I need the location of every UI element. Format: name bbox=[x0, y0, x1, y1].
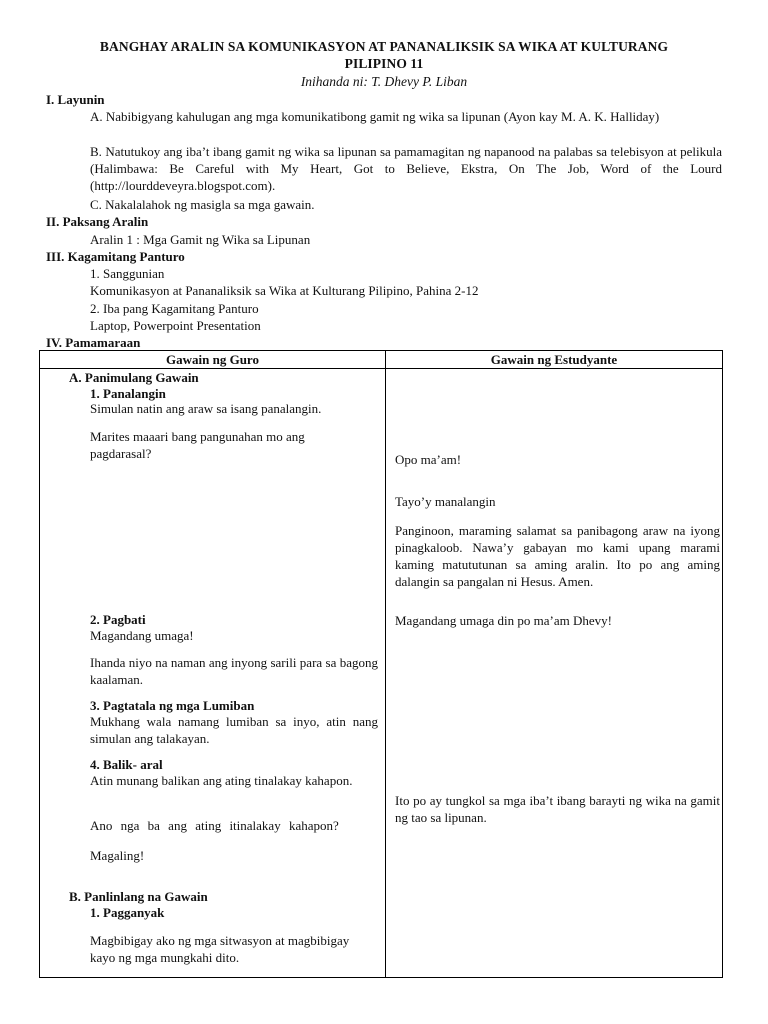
author-line: Inihanda ni: T. Dhevy P. Liban bbox=[300, 74, 468, 89]
guro-pagbati-heading: 2. Pagbati bbox=[90, 612, 146, 627]
guro-balik-aral-heading: 4. Balik- aral bbox=[90, 757, 163, 772]
guro-panalangin-text-2: Marites maaari bang pangunahan mo ang pagdarasal? bbox=[90, 429, 305, 461]
estudyante-response-4: Magandang umaga din po ma’am Dhevy! bbox=[395, 613, 612, 628]
layunin-item-b: B. Natutukoy ang iba’t ibang gamit ng wika sa lipunan sa pamamagitan ng napanood na palabas sa telebisyon at pelikula (Halimbawa: Be Careful with My Heart, Got to Believe, Ekstra, On The Job, Word of the Lourd (http://lourddeveyra.blogspot.com). bbox=[90, 144, 722, 193]
section-layunin-heading: I. Layunin bbox=[46, 92, 105, 107]
layunin-item-a: A. Nabibigyang kahulugan ang mga komunikatibong gamit ng wika sa lipunan (Ayon kay M. A. K. Halliday) bbox=[90, 109, 660, 124]
guro-pagbati-text-2: Ihanda niyo na naman ang inyong sarili para sa bagong kaalaman. bbox=[90, 655, 378, 687]
guro-pagganyak-text-1: Magbibigay ako ng mga sitwasyon at magbibigay kayo ng mga mungkahi dito. bbox=[90, 933, 350, 965]
title-line-1: BANGHAY ARALIN SA KOMUNIKASYON AT PANANALIKSIK SA WIKA AT KULTURANG bbox=[99, 39, 669, 54]
guro-cell bbox=[40, 369, 386, 978]
column-header-guro: Gawain ng Guro bbox=[40, 351, 386, 369]
document-title bbox=[40, 38, 728, 72]
guro-balik-aral-text-2: Ano nga ba ang ating itinalakay kahapon? bbox=[90, 818, 339, 833]
guro-panalangin-text-1: Simulan natin ang araw sa isang panalangin. bbox=[90, 401, 322, 416]
section-paksa-heading: II. Paksang Aralin bbox=[46, 214, 149, 229]
layunin-item-c: C. Nakalalahok ng masigla sa mga gawain. bbox=[90, 197, 315, 212]
estudyante-cell bbox=[386, 369, 723, 978]
guro-panalangin-heading: 1. Panalangin bbox=[90, 386, 166, 401]
kagamitan-item-2-detail: Laptop, Powerpoint Presentation bbox=[90, 318, 261, 333]
section-pamamaraan-heading: IV. Pamamaraan bbox=[46, 335, 141, 350]
guro-b-heading: B. Panlinlang na Gawain bbox=[69, 889, 208, 904]
kagamitan-item-2: 2. Iba pang Kagamitang Panturo bbox=[90, 301, 259, 316]
estudyante-response-3: Panginoon, maraming salamat sa panibagong araw na iyong pinagkaloob. Nawa’y gabayan mo kami upang marami kaming matututunan sa aming aralin. Ito po ang aming dalangin sa pangalan ni Hesus. Amen. bbox=[395, 523, 720, 589]
guro-balik-aral-text-3: Magaling! bbox=[90, 848, 145, 863]
title-line-2: PILIPINO 11 bbox=[344, 56, 424, 71]
table-header-row bbox=[40, 351, 723, 369]
procedure-table bbox=[39, 350, 723, 978]
guro-balik-aral-text-1: Atin munang balikan ang ating tinalakay kahapon. bbox=[90, 773, 353, 788]
section-kagamitan-heading: III. Kagamitang Panturo bbox=[46, 249, 185, 264]
estudyante-response-1: Opo ma’am! bbox=[395, 452, 462, 467]
guro-lumiban-heading: 3. Pagtatala ng mga Lumiban bbox=[90, 698, 255, 713]
guro-a-heading: A. Panimulang Gawain bbox=[69, 370, 199, 385]
guro-lumiban-text-1: Mukhang wala namang lumiban sa inyo, atin nang simulan ang talakayan. bbox=[90, 714, 378, 746]
guro-pagganyak-heading: 1. Pagganyak bbox=[90, 905, 165, 920]
column-header-estudyante: Gawain ng Estudyante bbox=[386, 351, 723, 369]
kagamitan-item-1-detail: Komunikasyon at Pananaliksik sa Wika at Kulturang Pilipino, Pahina 2-12 bbox=[90, 283, 479, 298]
estudyante-response-2: Tayo’y manalangin bbox=[395, 494, 496, 509]
kagamitan-item-1: 1. Sanggunian bbox=[90, 266, 165, 281]
table-row bbox=[40, 369, 723, 978]
estudyante-response-5: Ito po ay tungkol sa mga iba’t ibang barayti ng wika na gamit ng tao sa lipunan. bbox=[395, 793, 720, 825]
guro-pagbati-text-1: Magandang umaga! bbox=[90, 628, 194, 643]
paksa-line: Aralin 1 : Mga Gamit ng Wika sa Lipunan bbox=[90, 232, 311, 247]
